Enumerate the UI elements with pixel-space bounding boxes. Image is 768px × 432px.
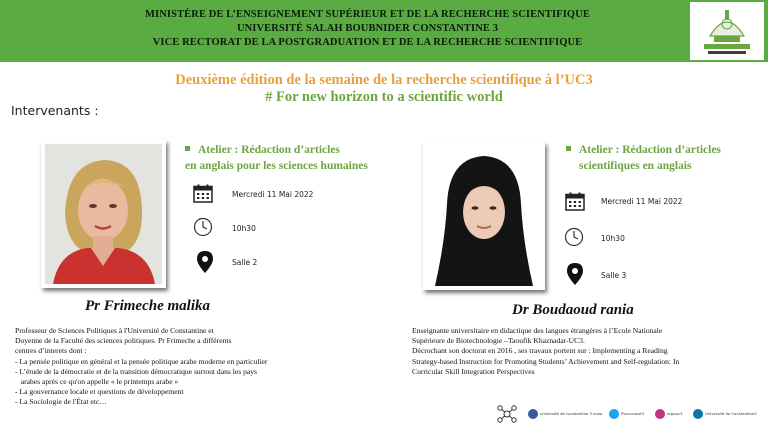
calendar-icon <box>193 184 213 208</box>
clock-icon <box>193 217 213 242</box>
speaker-1-time: 10h30 <box>232 224 256 233</box>
speaker-1-atelier <box>185 142 405 174</box>
speaker-2-name: Dr Boudaoud rania <box>512 302 634 318</box>
bio-line: Curricular Skill Integration Perspectives <box>412 366 535 376</box>
bio-line: - La Sociologie de l'État etc… <box>15 397 107 407</box>
bio-line: arabes après ce qu'on appelle « le printemps arabe » <box>15 377 179 387</box>
intervenants-label: Intervenants : <box>11 103 99 118</box>
bullet-icon <box>185 146 190 151</box>
bio-line: centres d’interets dont : <box>15 346 87 356</box>
speaker-1-photo <box>41 140 166 288</box>
bio-line: Enseignante universitaire en didactique des langues étrangères à l’Ecole Nationale <box>412 326 663 335</box>
header-banner <box>0 0 768 62</box>
facebook-handle[interactable]: université de constantine 3 ouvp <box>540 411 603 416</box>
location-pin-icon <box>567 263 583 290</box>
ministry-line: MINISTÈRE DE L’ENSEIGNEMENT SUPÉRIEUR ET DE LA RECHERCHE SCIENTIFIQUE <box>145 9 590 20</box>
network-icon <box>496 404 518 429</box>
bio-line: Doyenne de la Faculté des sciences politiques. Pr Frimeche a différents <box>15 336 232 346</box>
bullet-icon <box>566 146 571 151</box>
vice-rectorat-line: VICE RECTORAT DE LA POSTGRADUATION ET DE LA RECHERCHE SCIENTIFIQUE <box>152 37 583 48</box>
university-line: UNIVERSITÉ SALAH BOUBNIDER CONSTANTINE 3 <box>236 23 499 34</box>
speaker-2-atelier <box>566 142 766 174</box>
bio-line: Strategy-based Instruction for Promoting Students’ Achievement and Self-regulation: In <box>412 356 680 366</box>
speaker-2-photo <box>423 142 545 290</box>
clock-icon <box>564 227 584 252</box>
header-text <box>0 8 735 50</box>
bio-line: Professeur de Sciences Politiques à l'Université de Constantine et <box>15 326 214 335</box>
speaker-1-room: Salle 2 <box>232 258 258 267</box>
speaker-2-time: 10h30 <box>601 234 625 243</box>
bio-line: Supérieure de Biotechnologie –Taoufik Khaznadar-UC3. <box>412 336 585 346</box>
speaker-2-bio <box>412 326 762 377</box>
atelier-title: Atelier : Rédaction d’articles <box>579 144 721 156</box>
linkedin-handle[interactable]: Université de Constantine3 <box>705 411 757 416</box>
linkedin-icon[interactable] <box>693 409 703 419</box>
twitter-handle[interactable]: Pvsruconst3 <box>621 411 645 416</box>
instagram-icon[interactable] <box>655 409 665 419</box>
calendar-icon <box>565 192 585 216</box>
speaker-1-date: Mercredi 11 Mai 2022 <box>232 190 314 199</box>
facebook-icon[interactable] <box>528 409 538 419</box>
atelier-subtitle: scientifiques en anglais <box>579 160 692 172</box>
instagram-handle[interactable]: vrppuc3 <box>667 411 683 416</box>
speaker-2-room: Salle 3 <box>601 271 627 280</box>
speaker-1-name: Pr Frimeche malika <box>85 298 210 314</box>
bio-line: - La pensée politique en général et la pensée politique arabe moderne en particulier <box>15 356 268 366</box>
location-pin-icon <box>197 251 213 278</box>
speaker-1-bio <box>15 326 375 408</box>
event-title: Deuxième édition de la semaine de la recherche scientifique à l’UC3 <box>175 72 593 88</box>
bio-line: Décrochant son doctorat en 2016 , ses travaux portent sur : Implementing a Reading <box>412 346 668 356</box>
twitter-icon[interactable] <box>609 409 619 419</box>
university-logo <box>690 2 764 60</box>
atelier-title: Atelier : Rédaction d’articles <box>198 144 340 156</box>
speaker-2-date: Mercredi 11 Mai 2022 <box>601 197 683 206</box>
bio-line: - L’étude de la démocratie et de la transition démocratique surtout dans les pays <box>15 366 258 376</box>
bio-line: - La gouvernance locale et questions de développement <box>15 387 184 397</box>
atelier-subtitle: en anglais pour les sciences humaines <box>185 160 368 172</box>
event-subtitle: # For new horizon to a scientific world <box>265 89 503 105</box>
